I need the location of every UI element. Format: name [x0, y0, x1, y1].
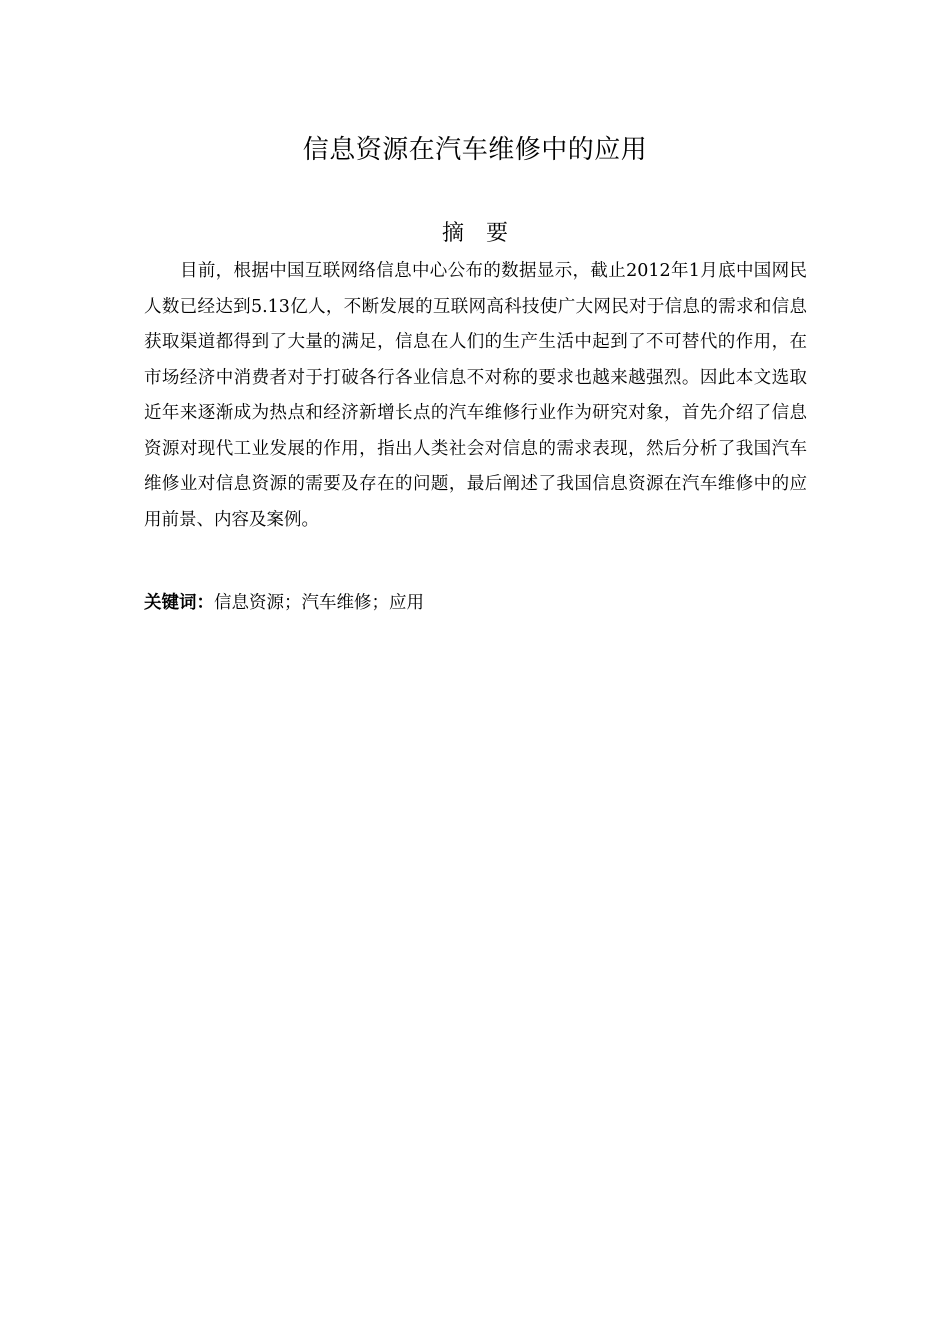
keywords-label: 关键词：	[144, 593, 214, 613]
abstract-body: 目前，根据中国互联网络信息中心公布的数据显示，截止2012年1月底中国网民人数已经达到5.13亿人，不断发展的互联网高科技使广大网民对于信息的需求和信息获取渠道都得到了大量的满足，信息在人们的生产生活中起到了不可替代的作用，在市场经济中消费者对于打破各行各业信息不对称的要求也越来越强烈。因此本文选取近年来逐渐成为热点和经济新增长点的汽车维修行业作为研究对象，首先介绍了信息资源对现代工业发展的作用，指出人类社会对信息的需求表现，然后分析了我国汽车维修业对信息资源的需要及存在的问题，最后阐述了我国信息资源在汽车维修中的应用前景、内容及案例。	[144, 261, 807, 530]
document-title: 信息资源在汽车维修中的应用	[302, 135, 648, 165]
abstract-heading: 摘要	[441, 221, 530, 246]
keywords-line	[144, 588, 807, 618]
keywords-value: 信息资源；汽车维修；应用	[214, 593, 424, 613]
